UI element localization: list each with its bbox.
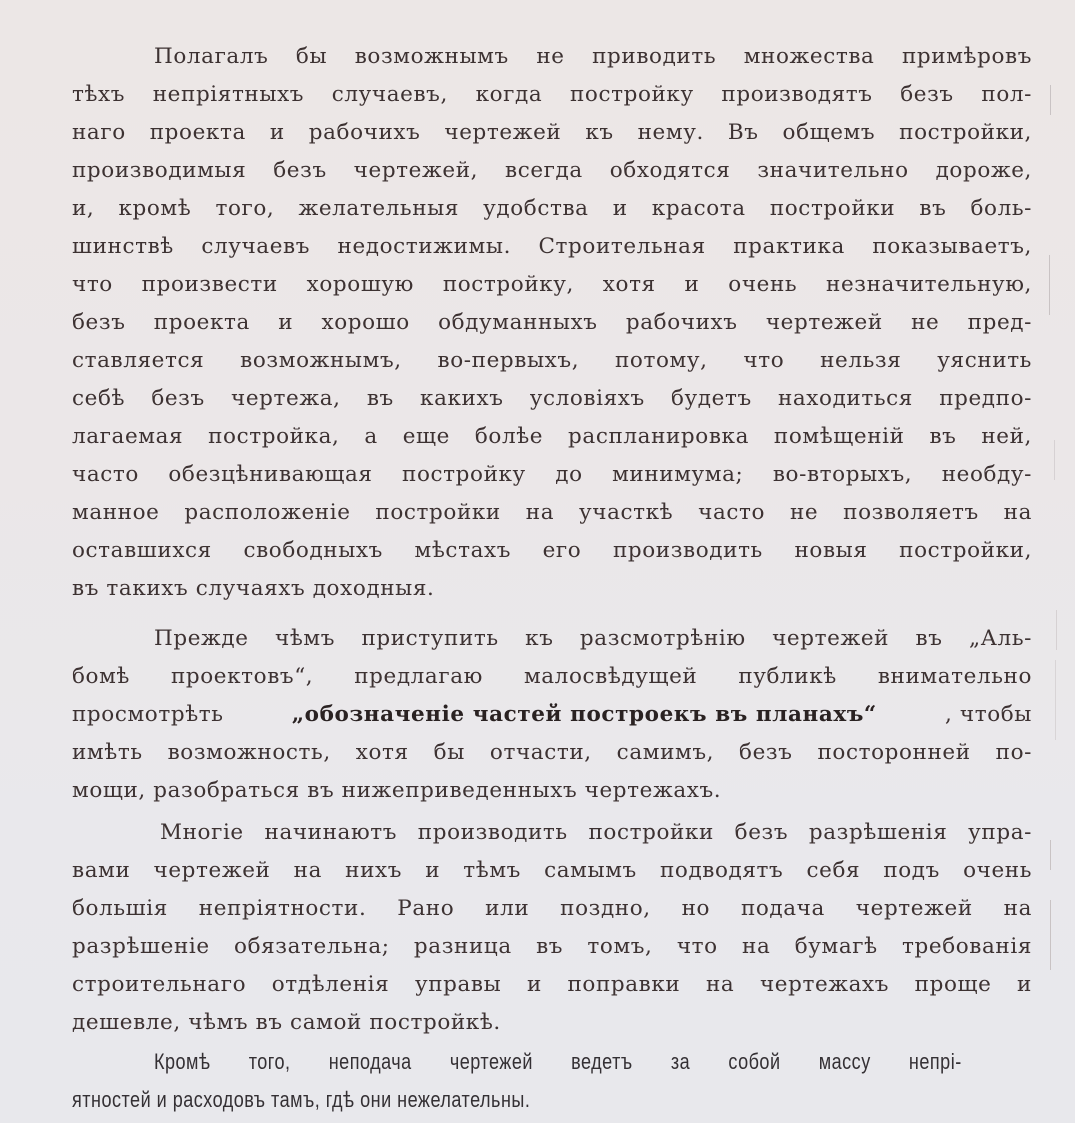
text-line: Кромѣ того, неподача чертежей ведетъ за собой массу непрі-: [154, 1049, 962, 1074]
text-line: оставшихся свободныхъ мѣстахъ его производить новыя постройки,: [72, 538, 1032, 563]
text-line: [72, 696, 1032, 734]
text-line: мощи, разобраться въ нижеприведенныхъ чертежахъ.: [72, 778, 722, 803]
text-line: наго проекта и рабочихъ чертежей къ нему. Въ общемъ постройки,: [72, 120, 1032, 145]
text-line: манное расположеніе постройки на участкѣ часто не позволяетъ на: [72, 500, 1032, 525]
text-line: ятностей и расходовъ тамъ, гдѣ они нежелательны.: [72, 1087, 531, 1112]
page-edge-mark: [1050, 900, 1051, 970]
text-line: бомѣ проектовъ“, предлагаю малосвѣдущей публикѣ внимательно: [72, 664, 1032, 689]
text-line: ставляется возможнымъ, во-первыхъ, потому, что нельзя уяснить: [72, 348, 1032, 373]
text-line: разрѣшеніе обязательна; разница въ томъ, что на бумагѣ требованія: [72, 934, 1032, 959]
text-line: что произвести хорошую постройку, хотя и очень незначительную,: [72, 272, 1032, 297]
text-line: въ такихъ случаяхъ доходныя.: [72, 576, 435, 601]
page-edge-mark: [1049, 255, 1050, 315]
text-line: вами чертежей на нихъ и тѣмъ самымъ подводятъ себя подъ очень: [72, 858, 1032, 883]
text-line: и, кромѣ того, желательныя удобства и красота постройки въ боль-: [72, 196, 1032, 221]
text-line: большія непріятности. Рано или поздно, но подача чертежей на: [72, 896, 1032, 921]
text-span: просмотрѣть: [72, 702, 224, 727]
text-line: шинствѣ случаевъ недостижимы. Строительная практика показываетъ,: [72, 234, 1032, 259]
text-line: безъ проекта и хорошо обдуманныхъ рабочихъ чертежей не пред-: [72, 310, 1032, 335]
text-line: строительнаго отдѣленія управы и поправки на чертежахъ проще и: [72, 972, 1032, 997]
page-edge-mark: [1050, 85, 1051, 115]
text-line: производимыя безъ чертежей, всегда обходятся значительно дороже,: [72, 158, 1032, 183]
page-edge-mark: [1056, 610, 1057, 650]
text-span: , чтобы: [945, 702, 1032, 727]
bold-reference-title: „обозначеніе частей построекъ въ планахъ“: [291, 702, 877, 727]
page-edge-mark: [1055, 660, 1056, 740]
page-edge-mark: [1054, 440, 1055, 480]
page-edge-mark: [1050, 840, 1051, 870]
text-line: имѣть возможность, хотя бы отчасти, самимъ, безъ посторонней по-: [72, 740, 1032, 765]
text-line: Прежде чѣмъ приступить къ разсмотрѣнію чертежей въ „Аль-: [154, 626, 1032, 651]
text-line: Многіе начинаютъ производить постройки безъ разрѣшенія упра-: [160, 820, 1032, 845]
text-line: тѣхъ непріятныхъ случаевъ, когда постройку производятъ безъ пол-: [72, 82, 1032, 107]
text-line: часто обезцѣнивающая постройку до минимума; во-вторыхъ, необду-: [72, 462, 1032, 487]
text-line: дешевле, чѣмъ въ самой постройкѣ.: [72, 1010, 501, 1035]
text-line: лагаемая постройка, а еще болѣе распланировка помѣщеній въ ней,: [72, 424, 1032, 449]
text-line: Полагалъ бы возможнымъ не приводить множества примѣровъ: [154, 44, 1032, 69]
text-line: себѣ безъ чертежа, въ какихъ условіяхъ будетъ находиться предпо-: [72, 386, 1032, 411]
